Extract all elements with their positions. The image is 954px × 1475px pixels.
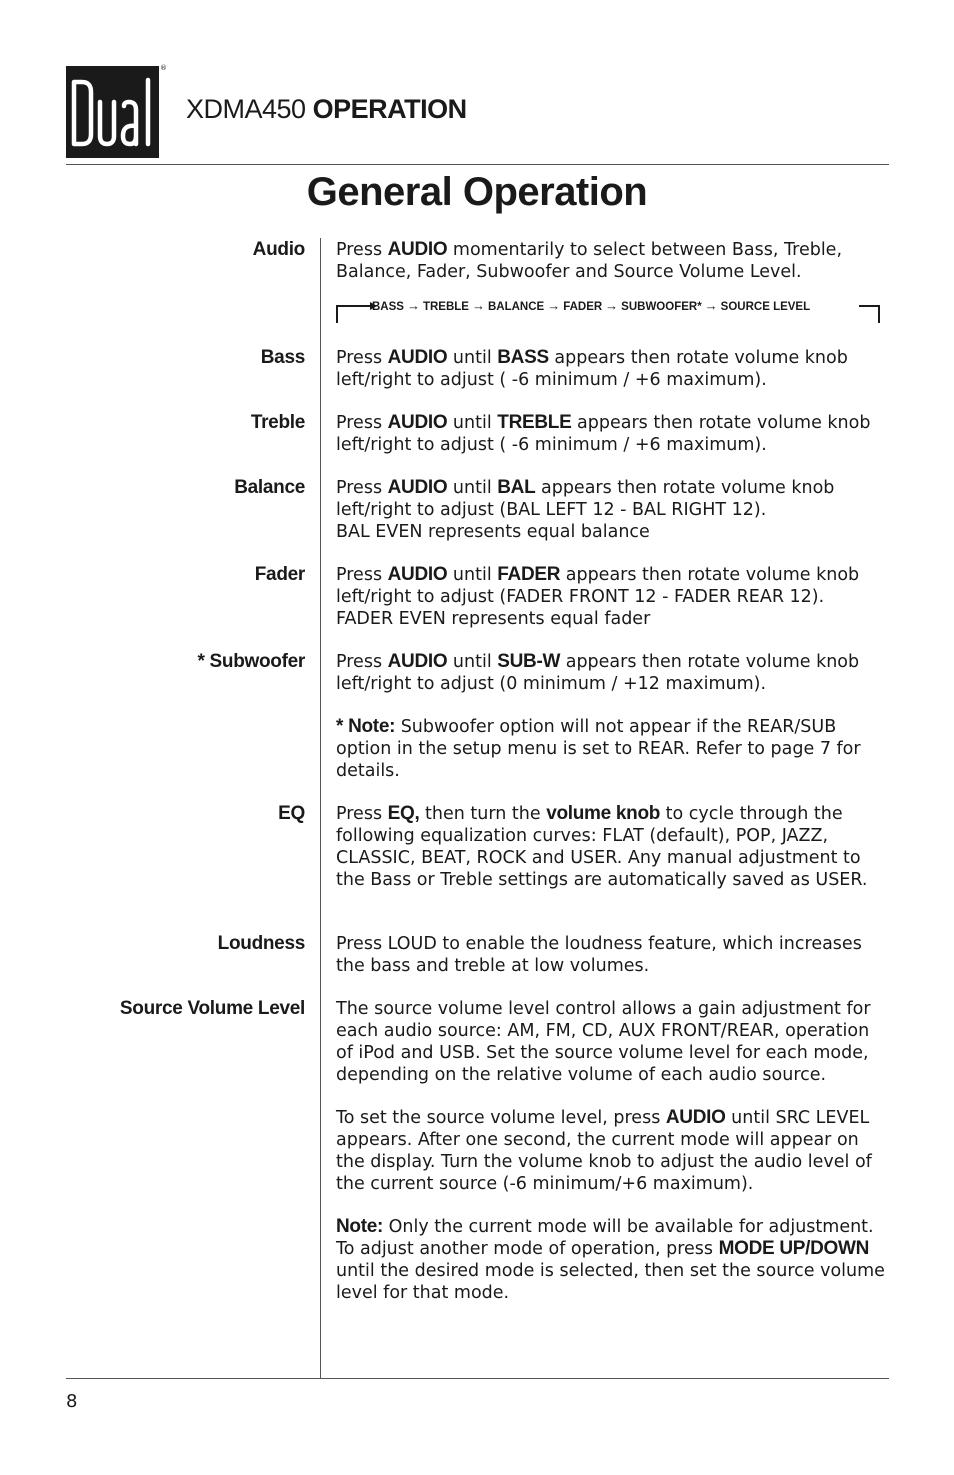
subwoofer-note: * Note: Subwoofer option will not appear if the REAR/SUB option in the setup menu is set to REAR. Refer to page 7 for details.: [336, 716, 861, 781]
label-balance: Balance: [234, 477, 305, 498]
flow-step-balance: BALANCE: [487, 301, 545, 313]
flow-step-bass: BASS: [372, 301, 404, 313]
audio-cycle-flow: [336, 298, 880, 324]
dual-logo: [66, 66, 159, 158]
section-name: OPERATION: [305, 94, 467, 124]
arrow-icon: →: [547, 298, 561, 313]
label-bass: Bass: [260, 347, 305, 368]
label-eq: EQ: [278, 803, 305, 824]
flow-step-treble: TREBLE: [422, 301, 469, 313]
label-subwoofer: * Subwoofer: [197, 651, 305, 672]
model-name: XDMA450: [186, 94, 306, 124]
page-title: General Operation: [306, 170, 648, 214]
flow-step-subwoofer: SUBWOOFER*: [621, 301, 702, 313]
label-loudness: Loudness: [217, 933, 305, 954]
flow-steps: [372, 298, 810, 315]
source-volume-description: The source volume level control allows a gain adjustment for each audio source: AM, FM, CD, AUX FRONT/REAR, operation of iPod and USB. Set the source volume level for each mode, depending on the relative volume of each audio source. To set the source volume level, press AUDIO until SRC LEVEL appears. After one second, the current mode will appear on the display. Turn the volume knob to adjust the audio level of the current source (-6 minimum/+6 maximum). Note: Only the current mode will be available for adjustment. To adjust another mode of operation, press MODE UP/DOWN until the desired mode is selected, then set the source volume level for that mode.: [336, 998, 891, 1304]
eq-description: Press EQ, then turn the volume knob to cycle through the following equalization curves: FLAT (default), POP, JAZZ, CLASSIC, BEAT, ROCK and USER. Any manual adjustment to the Bass or Treble settings are automatically saved as USER.: [336, 803, 868, 890]
source-note: Note: Only the current mode will be available for adjustment. To adjust another mode of operation, press MODE UP/DOWN until the desired mode is selected, then set the source volume level for that mode.: [336, 1216, 885, 1303]
label-fader: Fader: [254, 564, 305, 585]
header-title: [186, 94, 467, 125]
dual-logo-mark: [66, 66, 159, 158]
arrow-icon: →: [704, 298, 718, 313]
balance-description: Press AUDIO until BAL appears then rotate volume knob left/right to adjust (BAL LEFT 12 - BAL RIGHT 12). BAL EVEN represents equal balance: [336, 477, 835, 542]
registered-mark: ®: [160, 64, 167, 72]
audio-description: Press AUDIO momentarily to select between Bass, Treble, Balance, Fader, Subwoofer and Source Volume Level.: [336, 239, 843, 282]
loudness-description: Press LOUD to enable the loudness feature, which increases the bass and treble at low volumes.: [336, 934, 862, 976]
header-rule: [66, 164, 889, 165]
bass-description: Press AUDIO until BASS appears then rotate volume knob left/right to adjust ( -6 minimum / +6 maximum).: [336, 347, 848, 390]
label-audio: Audio: [252, 239, 305, 260]
treble-description: Press AUDIO until TREBLE appears then rotate volume knob left/right to adjust ( -6 minimum / +6 maximum).: [336, 412, 871, 455]
flow-step-fader: FADER: [563, 301, 603, 313]
page-number: 8: [66, 1391, 78, 1412]
label-treble: Treble: [250, 412, 305, 433]
subwoofer-description: Press AUDIO until SUB-W appears then rotate volume knob left/right to adjust (0 minimum / +12 maximum). * Note: Subwoofer option will not appear if the REAR/SUB option in the setup menu is set to REAR. Refer to page 7 for details.: [336, 651, 891, 782]
column-divider: [320, 238, 321, 1378]
label-source-volume-level: Source Volume Level: [119, 998, 305, 1019]
footer-rule: [66, 1378, 889, 1379]
fader-description: Press AUDIO until FADER appears then rotate volume knob left/right to adjust (FADER FRONT 12 - FADER REAR 12). FADER EVEN represents equal fader: [336, 564, 860, 629]
arrow-icon: →: [605, 298, 619, 313]
flow-step-source-level: SOURCE LEVEL: [720, 301, 811, 313]
arrow-icon: →: [471, 298, 485, 313]
arrow-icon: →: [406, 298, 420, 313]
